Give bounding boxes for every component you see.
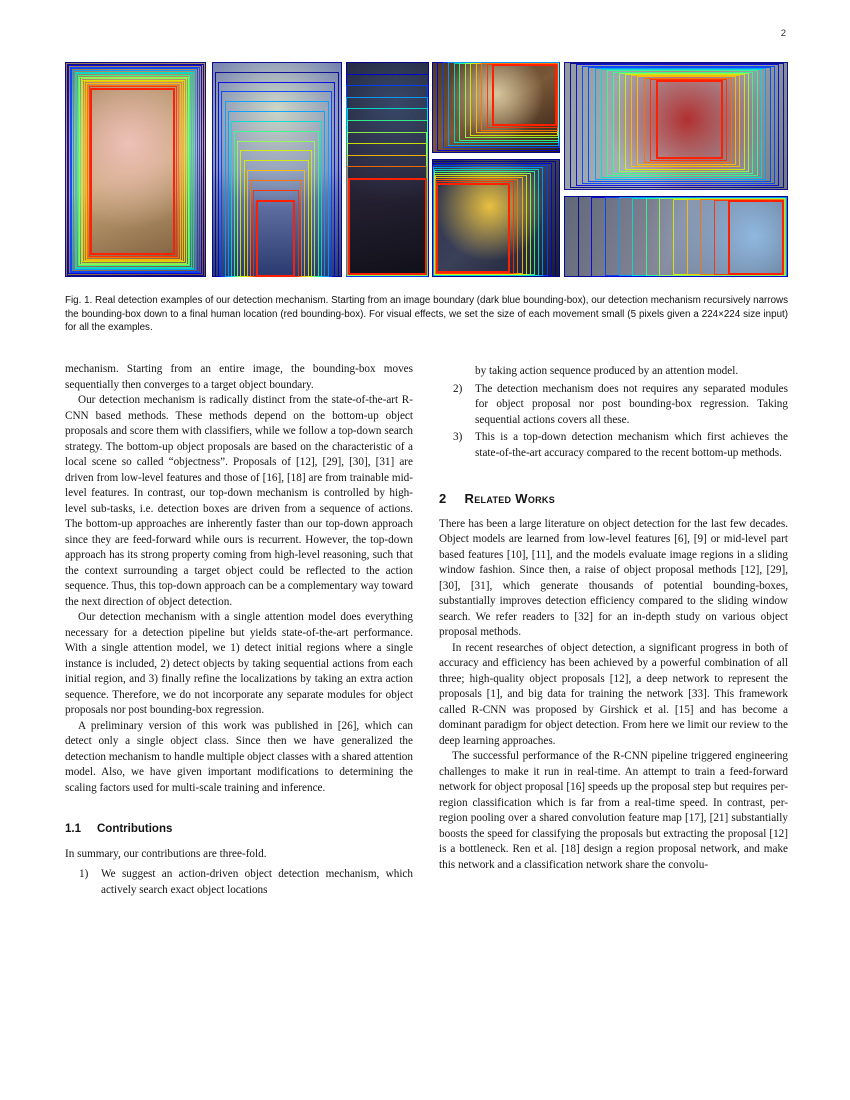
list-marker: 1) xyxy=(79,868,89,880)
page-number: 2 xyxy=(780,28,786,39)
subsection-title: Contributions xyxy=(97,823,173,835)
list-item-text: This is a top-down detection mechanism which first achieves the state-of-the-art accuracy compared to the recent bottom-up methods. xyxy=(475,431,788,459)
figure-image-hand-with-banana xyxy=(432,159,560,277)
list-marker: 3) xyxy=(453,431,463,443)
figure-1-caption: Fig. 1. Real detection examples of our detection mechanism. Starting from an image boundary (dark blue bounding-box), our detection mechanism recursively narrows the bounding-box down to a final human location (red bounding-box). For visual effects, we set the size of each movement small (5 pixels given a 224×224 size input) for all the examples. xyxy=(65,295,788,333)
list-item xyxy=(65,867,413,898)
contributions-intro: In summary, our contributions are three-fold. xyxy=(65,847,267,860)
paragraph: Our detection mechanism is radically distinct from the state-of-the-art R-CNN based methods. These methods depend on the bottom-up object proposals and score them with classifiers, while we follow a top-down search strategy. The bottom-up object proposals are based on the characteristic of a local scene so called “objectness”. Proposals of [12], [29], [30], [31] are driven from low-level features and those of [16], [18] are from trainable mid-level features. In contrast, our top-down mechanism is controlled by high-level sub-tasks, i.e. detection boxes are driven from a sequence of actions. The bottom-up approaches are inherently faster than our top-down approach since they are feed-forward while ours is recurrent. However, the top-down approach has its strong property coming from high-level reasoning, such that the context surrounding a target object could be reflected to the action sequence. Thus, this top-down approach can be a complementary way toward the next direction of object detection. xyxy=(65,394,413,608)
list-item-text: The detection mechanism does not requires any separated modules for object proposal nor post bounding-box regression. Taking sequential actions covers all these. xyxy=(475,382,788,426)
figure-image-teapot-table xyxy=(432,62,560,153)
figure-1 xyxy=(65,62,788,277)
figure-image-dark-room-person xyxy=(346,62,429,277)
left-column xyxy=(65,362,413,898)
subsection-number: 1.1 xyxy=(65,823,81,835)
paragraph: There has been a large literature on object detection for the last few decades. Object models are learned from low-level features [6], [9] or mid-level part based features [10], [11], and the models evaluate image regions in a sliding window fashion. Since then, a raise of object proposal methods [12], [29], [30], [31], which generate thousands of potential bounding-boxes, substantially improves detection efficiency compared to the sliding window search. We refer readers to [32] for an in-depth study on various object proposal methods. xyxy=(439,517,788,638)
subsection-heading-contributions xyxy=(65,822,413,838)
figure-image-woman-at-counter xyxy=(65,62,206,277)
right-column xyxy=(439,362,788,898)
paragraph: The successful performance of the R-CNN pipeline triggered engineering challenges to make it run in real-time. An attempt to train a feed-forward network for object proposal [16] speeds up the proposal step but requires per-region classification which is far from a real-time speed. In contrast, per-region pooling over a shared convolution feature map [17], [21] substantially boosts the speed for classifying the proposals but extracting the proposal [12] is a bottleneck. Ren et al. [18] design a region proposal network, and make this network and a classification network share the convolu- xyxy=(439,750,788,871)
section-title: Related Works xyxy=(464,491,556,506)
section-heading-related-works xyxy=(439,491,788,507)
list-item xyxy=(439,364,788,380)
paragraph: mechanism. Starting from an entire image, the bounding-box moves sequentially then converges to a target object boundary. xyxy=(65,363,413,391)
paragraph: Our detection mechanism with a single attention model does everything necessary for a detection pipeline but yields state-of-the-art performance. With a single attention model, we 1) detect initial regions where a single instance is included, 2) detect objects by taking sequential actions from each initial region, and 3) finally refine the localizations by taking an extra action sequence. Therefore, we do not incorporate any separate modules for object proposals nor post bounding-box regression. xyxy=(65,611,413,716)
list-marker xyxy=(453,364,475,380)
figure-image-man-by-church xyxy=(212,62,342,277)
section-number: 2 xyxy=(439,491,447,506)
list-item xyxy=(439,382,788,429)
figure-image-child-sitting-red xyxy=(564,62,788,190)
list-item-text: We suggest an action-driven object detection mechanism, which actively search exact object locations xyxy=(101,868,413,896)
paragraph: In recent researches of object detection, a significant progress in both of accuracy and efficiency has been achieved by a powerful combination of all three; high-quality object proposals [12], a deep network to represent the proposals [1], and big data for training the network [33]. This framework called R-CNN was proposed by Girshick et al. [15] and has become a dominant paradigm for object detection. From here we limit our review to the deep learning approaches. xyxy=(439,641,788,747)
list-item-text: by taking action sequence produced by an attention model. xyxy=(475,365,739,377)
list-item xyxy=(439,430,788,461)
paragraph: A preliminary version of this work was published in [26], which can detect only a single object class. Since then we have generalized the detection mechanism to handle multiple object classes with a shared attention model. Also, we have given important modifications to determining the scaling factors used for multi-scale training and inference. xyxy=(65,719,413,794)
figure-image-man-blue-shirt-cap xyxy=(564,196,788,277)
body-columns xyxy=(65,362,788,898)
list-marker: 2) xyxy=(453,382,463,395)
